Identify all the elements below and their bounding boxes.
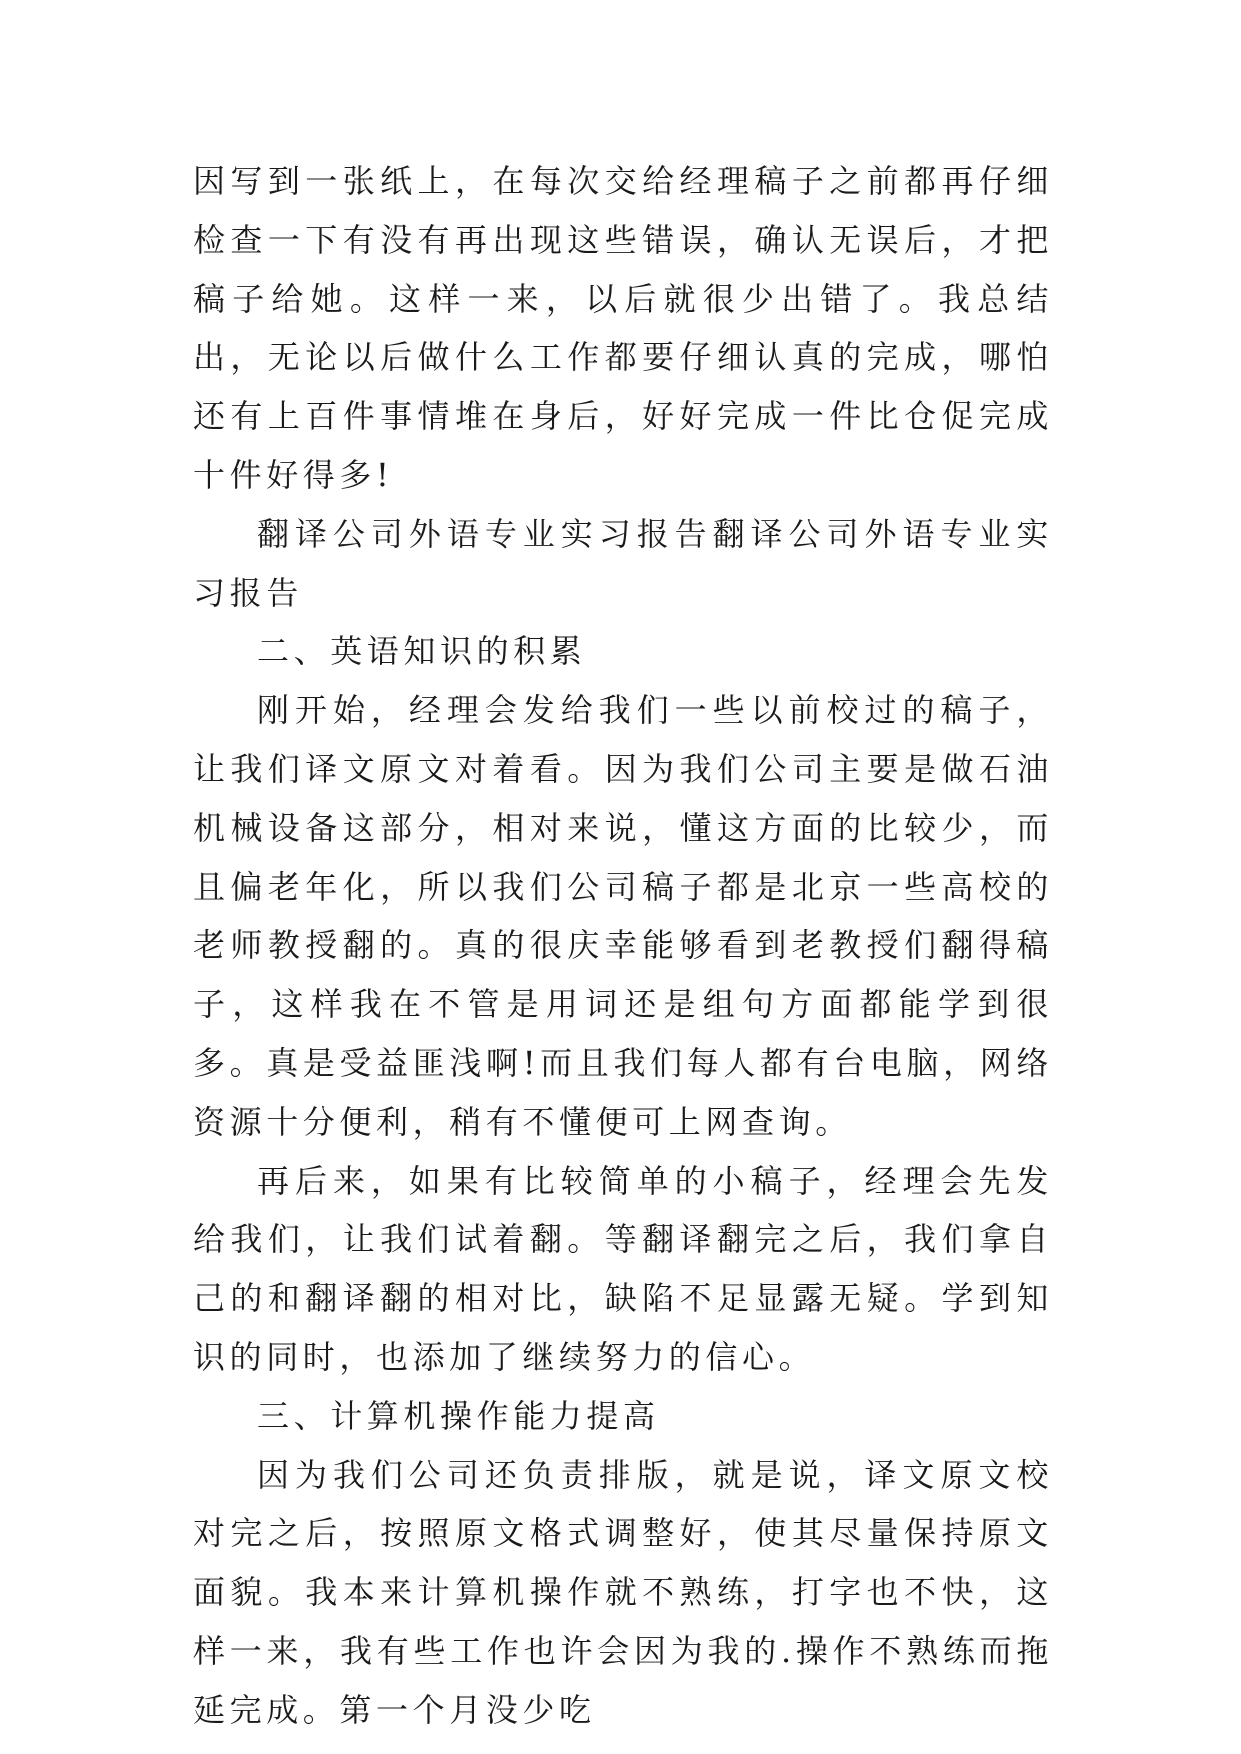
section-heading-english-knowledge: 二、英语知识的积累 xyxy=(257,632,587,671)
paragraph-conclusion: 因写到一张纸上，在每次交给经理稿子之前都再仔细检查一下有没有再出现这些错误，确认无误后，才把稿子给她。这样一来，以后就很少出错了。我总结出，无论以后做什么工作都要仔细认真的完成，哪怕还有上百件事情堆在身后，好好完成一件比仓促完成十件好得多! xyxy=(193,162,1053,494)
paragraph-typesetting: 因为我们公司还负责排版，就是说，译文原文校对完之后，按照原文格式调整好，使其尽量保持原文面貌。我本来计算机操作就不熟练，打字也不快，这样一来，我有些工作也许会因为我的.操作不熟练而拖延完成。第一个月没少吃 xyxy=(193,1455,1053,1729)
section-heading-computer-skills: 三、计算机操作能力提高 xyxy=(257,1396,660,1435)
paragraph-reading-drafts: 刚开始，经理会发给我们一些以前校过的稿子，让我们译文原文对着看。因为我们公司主要是做石油机械设备这部分，相对来说，懂这方面的比较少，而且偏老年化，所以我们公司稿子都是北京一些高校的老师教授翻的。真的很庆幸能够看到老教授们翻得稿子，这样我在不管是用词还是组句方面都能学到很多。真是受益匪浅啊!而且我们每人都有台电脑，网络资源十分便利，稍有不懂便可上网查询。 xyxy=(193,691,1053,1141)
paragraph-trial-translation: 再后来，如果有比较简单的小稿子，经理会先发给我们，让我们试着翻。等翻译翻完之后，我们拿自己的和翻译翻的相对比，缺陷不足显露无疑。学到知识的同时，也添加了继续努力的信心。 xyxy=(193,1161,1053,1376)
paragraph-report-title: 翻译公司外语专业实习报告翻译公司外语专业实习报告 xyxy=(193,514,1053,612)
document-body xyxy=(193,152,1053,1740)
